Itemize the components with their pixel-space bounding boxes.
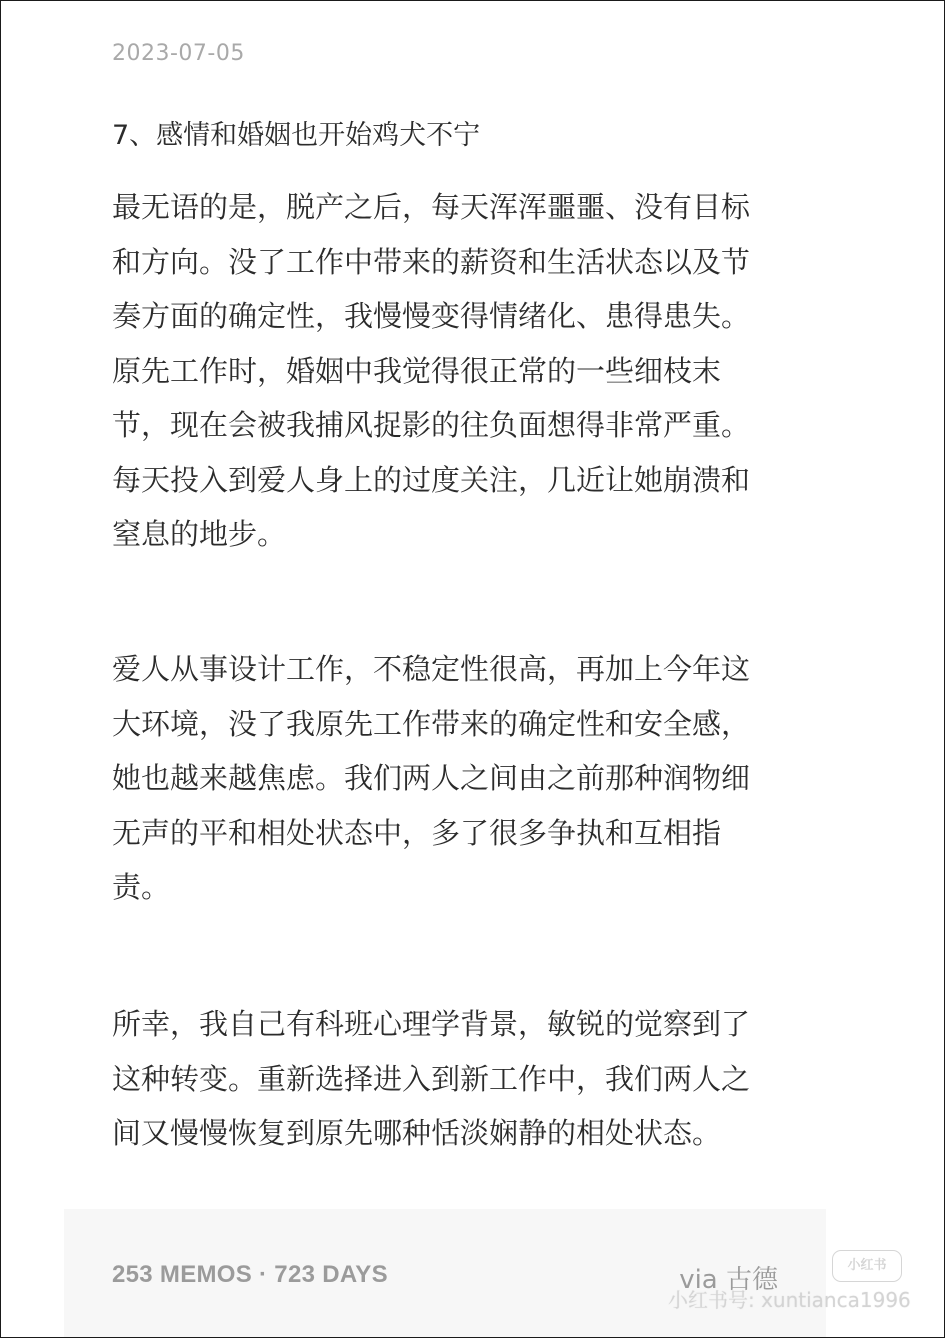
memo-paragraph-3 <box>112 997 792 1161</box>
paragraph-line: 这种转变。重新选择进入到新工作中，我们两人之 <box>112 1061 751 1096</box>
paragraph-line: 责。 <box>112 870 171 904</box>
memo-paragraph-1 <box>112 180 792 562</box>
watermark-logo: 小红书 <box>832 1250 902 1282</box>
watermark-text: 小红书号: xuntianca1996 <box>668 1288 911 1312</box>
memo-footer <box>64 1209 826 1337</box>
paragraph-line: 和方向。没了工作中带来的薪资和生活状态以及节 <box>112 244 751 279</box>
via-author: via 古德 <box>679 1265 778 1295</box>
paragraph-line: 节，现在会被我捕风捉影的往负面想得非常严重。 <box>112 408 751 442</box>
memo-date: 2023-07-05 <box>112 41 245 66</box>
paragraph-line: 每天投入到爱人身上的过度关注，几近让她崩溃和 <box>112 462 751 497</box>
paragraph-line: 间又慢慢恢复到原先哪种恬淡娴静的相处状态。 <box>112 1116 722 1150</box>
paragraph-line: 奏方面的确定性，我慢慢变得情绪化、患得患失。 <box>112 299 751 333</box>
memo-heading: 7、感情和婚姻也开始鸡犬不宁 <box>112 120 481 151</box>
memo-paragraph-2 <box>112 642 792 915</box>
memo-stats: 253 MEMOS · 723 DAYS <box>112 1261 388 1288</box>
paragraph-line: 无声的平和相处状态中，多了很多争执和互相指 <box>112 815 722 850</box>
paragraph-line: 原先工作时，婚姻中我觉得很正常的一些细枝末 <box>112 353 722 388</box>
paragraph-line: 最无语的是，脱产之后，每天浑浑噩噩、没有目标 <box>112 190 751 224</box>
paragraph-line: 大环境，没了我原先工作带来的确定性和安全感， <box>112 706 751 741</box>
paragraph-line: 窒息的地步。 <box>112 517 287 551</box>
paragraph-line: 爱人从事设计工作，不稳定性很高，再加上今年这 <box>112 652 751 686</box>
paragraph-line: 所幸，我自己有科班心理学背景，敏锐的觉察到了 <box>112 1007 751 1041</box>
paragraph-line: 她也越来越焦虑。我们两人之间由之前那种润物细 <box>112 761 751 795</box>
